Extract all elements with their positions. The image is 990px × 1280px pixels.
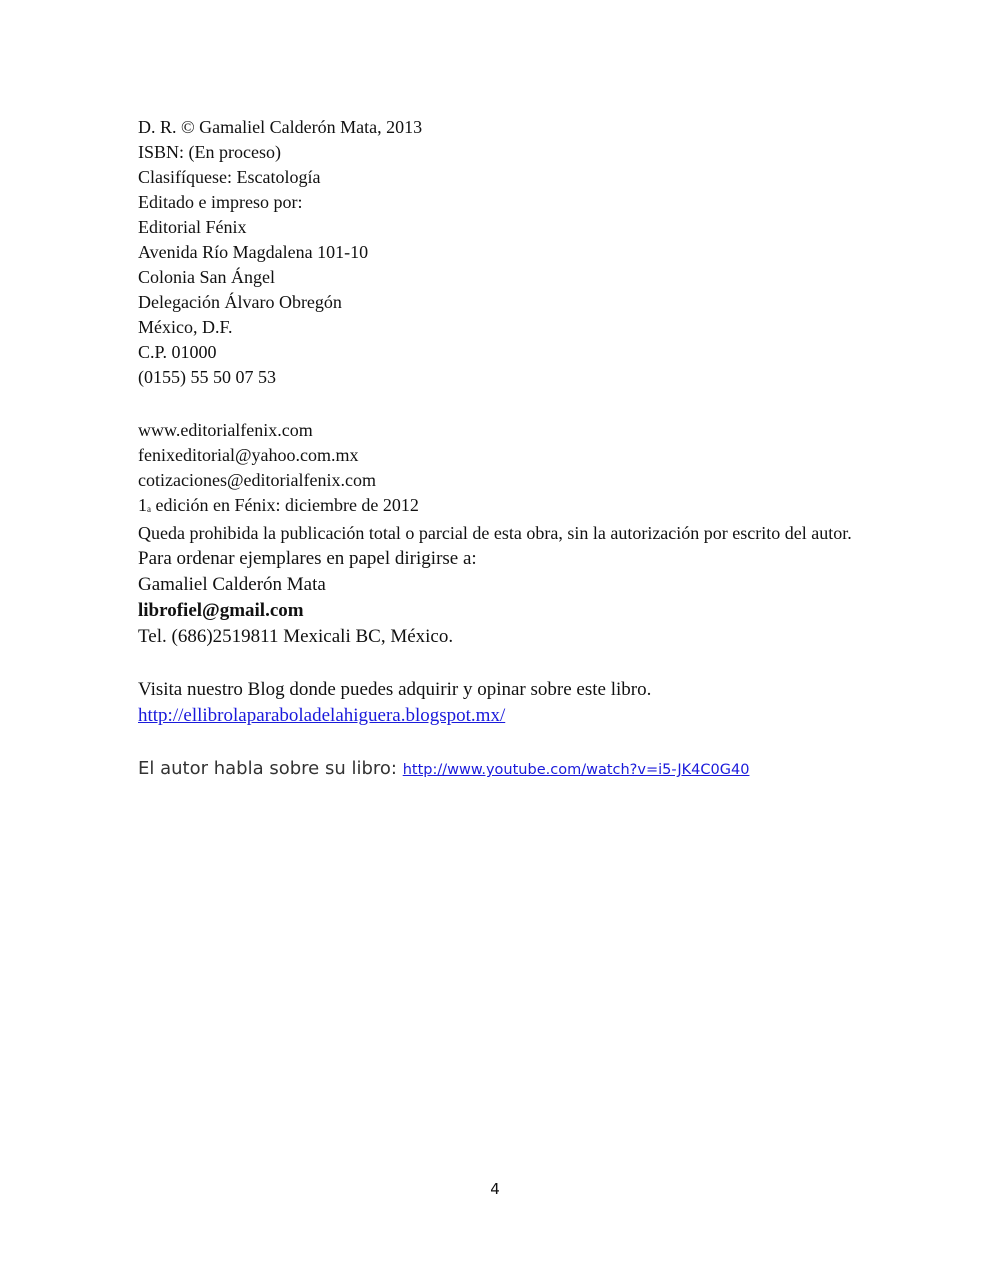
address-city-line: México, D.F. (138, 317, 233, 337)
edition-text: edición en Fénix: diciembre de 2012 (151, 495, 419, 515)
order-intro-line: Para ordenar ejemplares en papel dirigirse a: (138, 548, 477, 569)
prohibition-notice: Queda prohibida la publicación total o parcial de esta obra, sin la autorización por escrito del autor. (138, 523, 852, 543)
publisher-phone-line: (0155) 55 50 07 53 (138, 367, 276, 387)
quotes-email-line: cotizaciones@editorialfenix.com (138, 470, 376, 490)
blog-link[interactable]: http://ellibrolaparaboladelahiguera.blogspot.mx/ (138, 705, 506, 726)
spacer (138, 650, 852, 677)
yahoo-email-line: fenixeditorial@yahoo.com.mx (138, 445, 359, 465)
classification-line: Clasifíquese: Escatología (138, 167, 321, 187)
video-line (138, 756, 852, 783)
address-colony-line: Colonia San Ángel (138, 267, 275, 287)
video-label: El autor habla sobre su libro: (138, 758, 403, 779)
publisher-name-line: Editorial Fénix (138, 217, 247, 237)
publisher-intro-line: Editado e impreso por: (138, 192, 303, 212)
blog-link-line (138, 703, 852, 729)
website-line: www.editorialfenix.com (138, 420, 313, 440)
address-street-line: Avenida Río Magdalena 101-10 (138, 242, 369, 262)
postal-code-line: C.P. 01000 (138, 342, 217, 362)
edition-ordinal-indicator: a (147, 504, 151, 514)
edition-number: 1 (138, 495, 147, 515)
address-delegation-line: Delegación Álvaro Obregón (138, 292, 342, 312)
author-name-line: Gamaliel Calderón Mata (138, 574, 326, 595)
isbn-line: ISBN: (En proceso) (138, 142, 281, 162)
copyright-line: D. R. © Gamaliel Calderón Mata, 2013 (138, 117, 423, 137)
copyright-block (138, 115, 852, 390)
page-number: 4 (490, 1180, 500, 1198)
author-email-line: librofiel@gmail.com (138, 600, 304, 621)
youtube-link[interactable]: http://www.youtube.com/watch?v=i5-JK4C0G40 (402, 762, 750, 778)
author-phone-line: Tel. (686)2519811 Mexicali BC, México. (138, 626, 454, 647)
edition-line (138, 493, 852, 521)
blog-invite-text: Visita nuestro Blog donde puedes adquirir y opinar sobre este libro. (138, 679, 652, 700)
contact-block (138, 418, 852, 783)
